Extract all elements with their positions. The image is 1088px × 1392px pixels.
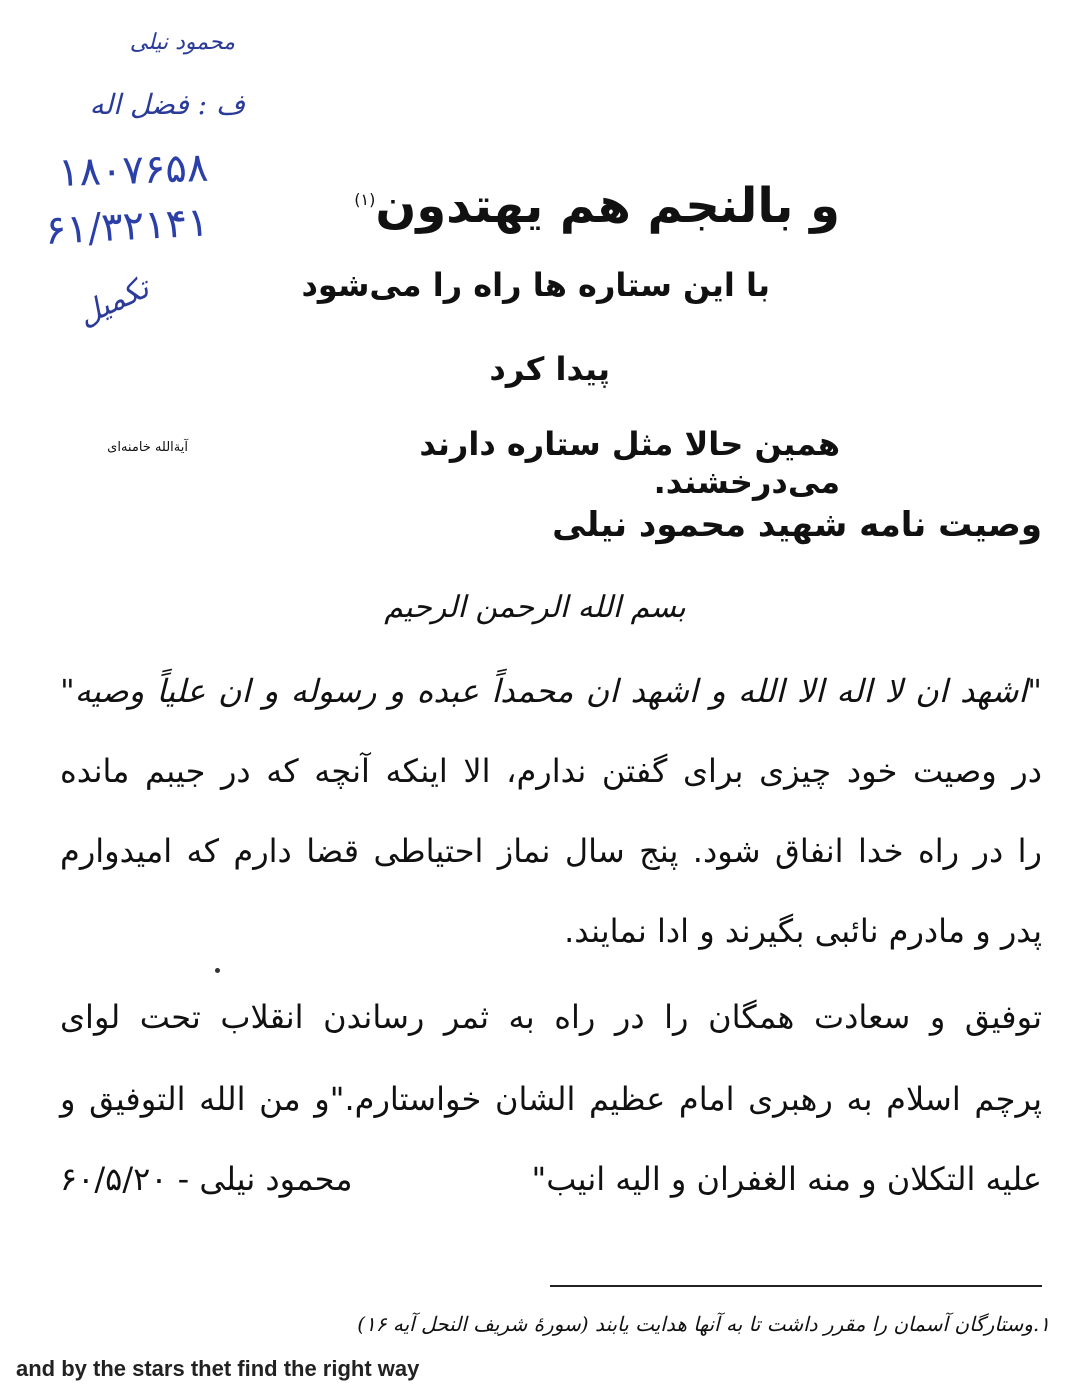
- signature-date: محمود نیلی - ۶۰/۵/۲۰: [60, 1160, 353, 1198]
- document-title: وصیت نامه شهید محمود نیلی: [552, 505, 1042, 545]
- header-line-3: همین حالا مثل ستاره دارند می‌درخشند.: [419, 425, 840, 501]
- body-line-shahada: "اشهد ان لا اله الا الله و اشهد ان محمداً عبده و رسوله و ان علیاً وصیه": [60, 672, 1042, 710]
- body-line: پرچم اسلام به رهبری امام عظیم الشان خواستارم."و من الله التوفیق و: [60, 1080, 1042, 1118]
- body-line: توفیق و سعادت همگان را در راه به ثمر رساندن انقلاب تحت لوای: [60, 998, 1042, 1036]
- handwritten-name: محمود نیلی: [129, 30, 235, 55]
- verse-footnote-ref: (۱): [354, 190, 376, 209]
- english-translation: and by the stars thet find the right way: [16, 1356, 420, 1381]
- ink-speck: [215, 968, 220, 973]
- header-line-2: پیدا کرد: [489, 350, 610, 388]
- verse-heading: [250, 178, 840, 234]
- header-line-1: با این ستاره ها راه را می‌شود: [301, 266, 770, 304]
- verse-text: و بالنجم هم يهتدون: [375, 178, 840, 234]
- closing-text: علیه التکلان و منه الغفران و الیه انیب": [531, 1160, 1042, 1198]
- body-line: را در راه خدا انفاق شود. پنج سال نماز احتیاطی قضا دارم که امیدوارم: [60, 832, 1042, 870]
- basmala: بسم الله الرحمن الرحیم: [384, 590, 686, 625]
- footnote-divider: [550, 1285, 1042, 1287]
- handwritten-number-1: ۱۸۰۷۶۵۸: [57, 144, 210, 196]
- handwritten-number-2: ۶۱/۳۲۱۴۱: [43, 199, 210, 254]
- body-line: در وصیت خود چیزی برای گفتن ندارم، الا اینکه آنچه که در جیبم مانده: [60, 752, 1042, 790]
- handwritten-father-name: ف : فضل اله: [89, 88, 245, 121]
- footnote: ۱.وستارگان آسمان را مقرر داشت تا به آنها هدایت یابند (سورهٔ شریف النحل آیه ۱۶): [357, 1312, 1050, 1336]
- handwritten-note: تکمیل: [72, 270, 155, 334]
- attribution: آیة‌الله خامنه‌ای: [107, 440, 188, 455]
- body-line: پدر و مادرم نائبی بگیرند و ادا نمایند.: [564, 912, 1042, 950]
